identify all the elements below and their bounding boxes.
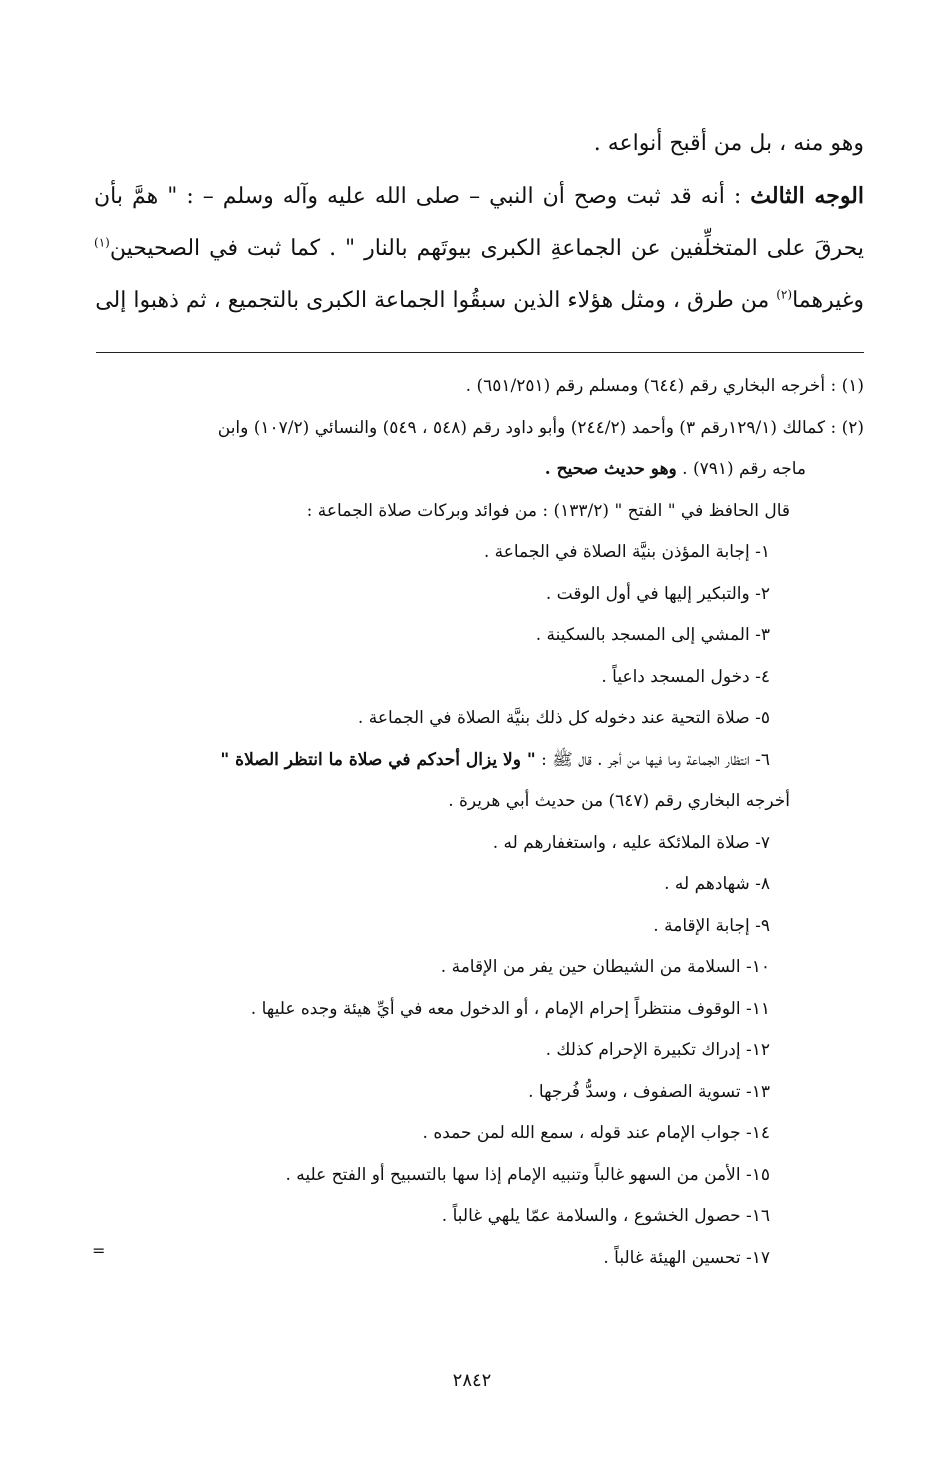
list-item: ٥- صلاة التحية عند دخوله كل ذلك بنيَّة الصلاة في الجماعة .: [357, 708, 770, 728]
list-item-6: [84, 740, 864, 782]
footnote-text: ماجه رقم (٧٩١) .: [676, 459, 806, 479]
hadith-source: أخرجه البخاري رقم (٦٤٧) من حديث أبي هريرة .: [448, 791, 790, 811]
list-item-text: ٦- انتظار الجماعة وما فيها من أجر . قال ﷺ :: [535, 749, 770, 770]
list-item: ٩- إجابة الإقامة .: [653, 915, 770, 936]
list-item: ١٥- الأمن من السهو غالباً وتنبيه الإمام إذا سها بالتسبيح أو الفتح عليه .: [285, 1164, 770, 1185]
body-line-1: وهو منه ، بل من أقبح أنواعه .: [593, 131, 864, 156]
list-item: ١- إجابة المؤذن بنيَّة الصلاة في الجماعة .: [483, 542, 770, 562]
list-item: ١٠- السلامة من الشيطان حين يفر من الإقامة .: [440, 957, 770, 977]
hafiz-intro: قال الحافظ في " الفتح " (١٣٣/٢) : من فوائد وبركات صلاة الجماعة :: [306, 500, 790, 521]
list-item: ٢- والتبكير إليها في أول الوقت .: [545, 583, 770, 604]
list-item: ٣- المشي إلى المسجد بالسكينة .: [535, 625, 770, 645]
footnote-2-line-1: (٢) : كمالك (١٢٩/١رقم ٣) وأحمد (٢٤٤/٢) وأبو داود رقم (٥٤٨ ، ٥٤٩) والنسائي (١٠٧/٢) وابن: [217, 417, 864, 438]
hadith-grade: وهو حديث صحيح .: [544, 459, 677, 479]
footnote-divider: [96, 352, 864, 353]
main-text: [94, 118, 864, 327]
list-item: ٤- دخول المسجد داعياً .: [601, 666, 770, 687]
body-paragraph-2: [94, 170, 864, 327]
list-item: ٧- صلاة الملائكة عليه ، واستغفارهم له .: [492, 832, 770, 853]
continuation-mark: =: [92, 1241, 106, 1260]
list-item: ١١- الوقوف منتظراً إحرام الإمام ، أو الدخول معه في أيِّ هيئة وجده عليها .: [250, 998, 770, 1019]
hadith-quote: " ولا يزال أحدكم في صلاة ما انتظر الصلاة ": [220, 749, 536, 770]
list-item: ١٧- تحسين الهيئة غالباً .: [603, 1247, 770, 1268]
body-text: من طرق ، ومثل هؤلاء الذين سبقُوا الجماعة الكبرى بالتجميع ، ثم ذهبوا إلى: [95, 288, 777, 313]
footnote-ref-1[interactable]: (١): [94, 235, 110, 250]
footnote-1: (١) : أخرجه البخاري رقم (٦٤٤) ومسلم رقم (٦٥١/٢٥١) .: [465, 376, 864, 396]
body-text: : أنه قد ثبت وصح أن النبي – صلى الله عليه وآله وسلم – : " همَّ بأن يحرقَ على المتخلِّفين عن الجماعةِ الكبرى بيوتَهم بالنار " . كما ثبت في الصحيحين: [94, 184, 864, 261]
list-item: ١٦- حصول الخشوع ، والسلامة عمّا يلهي غالباً .: [441, 1206, 770, 1226]
footnote-ref-2[interactable]: (٢): [776, 287, 793, 302]
list-item: ١٢- إدراك تكبيرة الإحرام كذلك .: [545, 1040, 770, 1060]
list-item: ١٤- جواب الإمام عند قوله ، سمع الله لمن حمده .: [422, 1123, 770, 1143]
list-item: ١٣- تسوية الصفوف ، وسدُّ فُرجها .: [528, 1081, 770, 1102]
section-heading: الوجه الثالث: [750, 183, 864, 209]
page-number: ٢٨٤٢: [452, 1370, 492, 1391]
body-text: وغيرهما: [792, 288, 864, 313]
footnote-2-line-2: [84, 449, 864, 491]
footnotes: [84, 366, 864, 1279]
list-item: ٨- شهادهم له .: [664, 874, 770, 894]
